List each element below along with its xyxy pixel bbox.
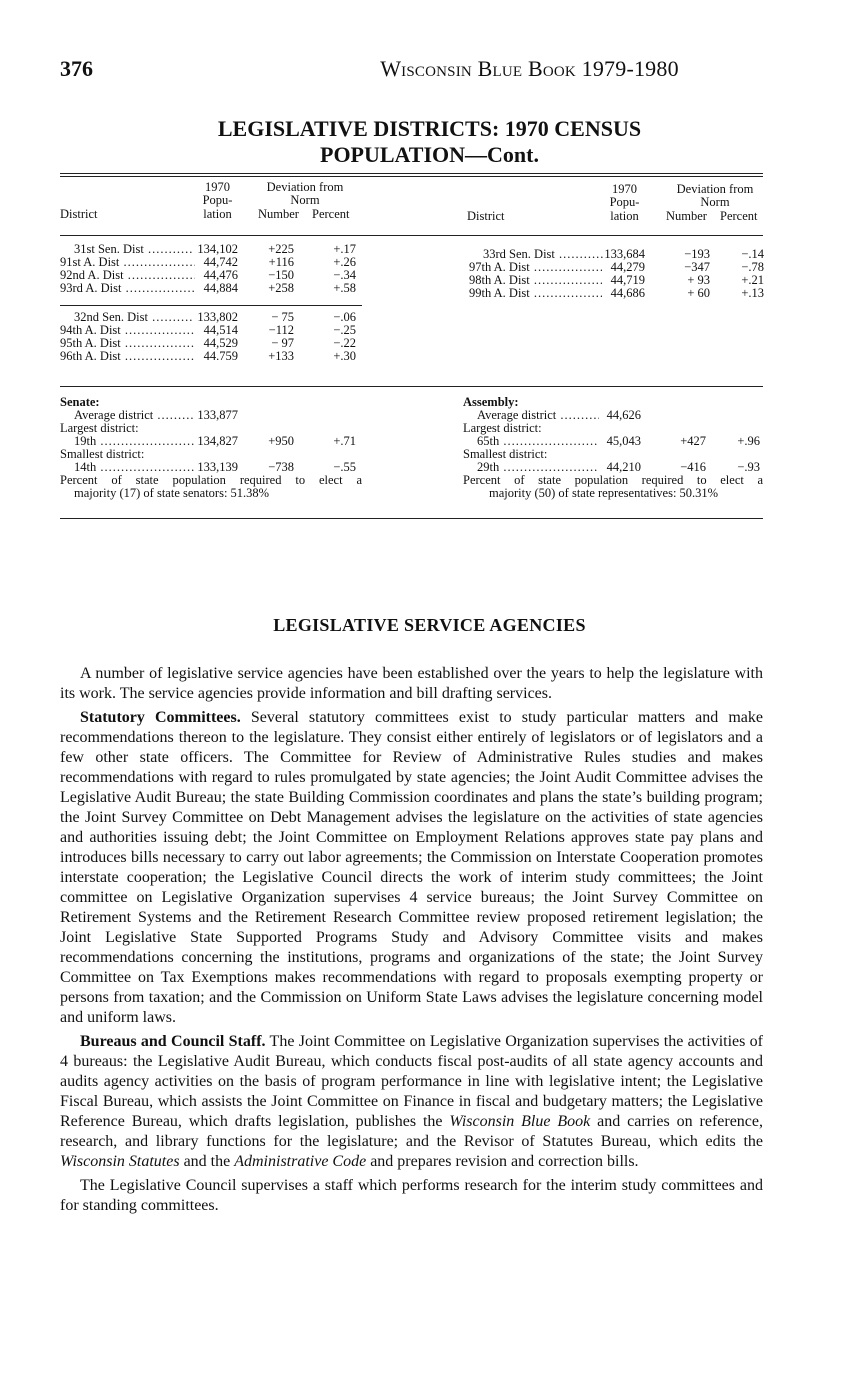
table-row-num: +225 [268, 242, 294, 256]
assembly-smallest-name: 29th ..... [477, 461, 599, 474]
running-title [0, 56, 859, 82]
senate-largest-num: +950 [268, 434, 294, 448]
table-title [0, 116, 859, 168]
hdr-number: Number [258, 207, 299, 221]
hdr-pop-l3-right: lation [610, 209, 639, 223]
assembly-smallest-pop: 44,210 [606, 460, 641, 474]
table-row-pct: +.30 [333, 349, 356, 363]
hdr-percent: Percent [312, 207, 350, 221]
senate-largest-label: Largest district: [60, 421, 139, 435]
paragraph-text: and the [179, 1153, 235, 1170]
table-top-rule [60, 173, 763, 174]
paragraph-text: The Joint Committee on Legislative Organization supervises the activities of 4 bureaus: the Legislative Audit Bureau, which conducts fiscal post-audits of all state agency accounts and audits agency activities on the basis of program performance in line with legislative intent; the Legislative Fiscal Bureau, which assists the Joint Committee on Finance in fiscal and budgetary matters; the Legislative Reference Bureau, which drafts legislation, publishes the [60, 1033, 763, 1130]
table-row-name: 98th A. Dist ..... [469, 274, 602, 287]
running-title-year: 1979-1980 [581, 56, 679, 81]
hdr-district: District [60, 207, 98, 221]
table-row-pct: −.78 [741, 260, 764, 274]
hdr-dev-l1: Deviation from [266, 180, 344, 194]
assembly-majority-l2: majority (50) of state representatives: 50.31% [489, 486, 719, 500]
hdr-pop-l2: Popu- [202, 193, 233, 207]
section-title: LEGISLATIVE SERVICE AGENCIES [273, 615, 586, 635]
hdr-pop-l2-right: Popu- [609, 195, 640, 209]
table-row-pop: 44,719 [610, 273, 645, 287]
table-bottom-rule [60, 518, 763, 519]
paragraph-text: Several statutory committees exist to study particular matters and make recommendations thereon to the legislature. They consist either entirely of legislators or of legislators and a few other state officers. The Committee for Review of Administrative Rules studies and makes recommendations with regard to rules promulgated by state agencies; the Joint Audit Committee advises the Legislative Audit Bureau; the state Building Commission coordinates and plans the state’s building program; the Joint Survey Committee on Debt Management advises the legislature on the activities of state agencies and authorities issuing debt; the Joint Committee on Employment Relations approves state pay plans and introduces bills necessary to carry out labor agreements; the Commission on Interstate Cooperation promotes interstate cooperation; the Legislative Council directs the work of interim study committees; the Joint committee on Legislative Organization supervises 4 service bureaus; the Joint Survey Committee on Retirement Systems and the Retirement Research Committee review proposed retirement legislation; the Joint Legislative State Supported Programs Study and Advisory Committee visits and makes recommendations concerning the institutions, programs and organizations of the state; the Joint Survey Committee on Tax Exemptions makes recommendations with regard to proposals exempting property or persons from taxation; and the Commission on Uniform State Laws advises the legislature concerning model and uniform laws. [60, 709, 764, 1026]
table-row-name: 92nd A. Dist ..... [60, 269, 195, 282]
hdr-dev-l1-right: Deviation from [676, 182, 754, 196]
assembly-heading: Assembly: [463, 395, 519, 409]
running-title-book: Wisconsin Blue Book [380, 56, 576, 81]
table-row-pop: 44,529 [203, 336, 238, 350]
senate-majority-l1: Percent of state population required to elect a [60, 473, 362, 487]
table-row-name: 95th A. Dist ..... [60, 337, 195, 350]
italic-title: Administrative Code [234, 1153, 367, 1170]
table-row-num: − 97 [271, 336, 294, 350]
hdr-percent-right: Percent [720, 209, 758, 223]
table-row-pop: 134,102 [197, 242, 238, 256]
table-row-num: +116 [268, 255, 294, 269]
table-row-pop: 133,802 [197, 310, 238, 324]
table-row-name: 97th A. Dist ..... [469, 261, 602, 274]
assembly-largest-num: +427 [680, 434, 706, 448]
hdr-pop-l1-right: 1970 [612, 182, 637, 196]
senate-smallest-pop: 133,139 [197, 460, 238, 474]
table-row-num: −347 [684, 260, 710, 274]
table-row-pop: 44,279 [610, 260, 645, 274]
hdr-pop-l1: 1970 [205, 180, 230, 194]
paragraph-council-staff: The Legislative Council supervises a staff which performs research for the interim study committees and for standing committees. [60, 1177, 763, 1214]
senate-largest-pop: 134,827 [197, 434, 238, 448]
table-row-name: 99th A. Dist ..... [469, 287, 602, 300]
assembly-avg-value: 44,626 [606, 408, 641, 422]
assembly-largest-pop: 45,043 [606, 434, 641, 448]
paragraph-bureaus [60, 1032, 763, 1172]
table-row-name: 31st Sen. Dist ..... [74, 243, 194, 256]
table-row-num: −193 [684, 247, 710, 261]
table-row-num: − 75 [271, 310, 294, 324]
table-row-pct: −.14 [741, 247, 764, 261]
table-row-num: +258 [268, 281, 294, 295]
paragraph-heading: Bureaus and Council Staff. [80, 1033, 266, 1050]
senate-avg-value: 133,877 [197, 408, 238, 422]
assembly-majority-l1: Percent of state population required to elect a [463, 473, 763, 487]
assembly-smallest-num: −416 [680, 460, 706, 474]
group-rule-left [60, 305, 362, 306]
senate-largest-name: 19th ..... [74, 435, 194, 448]
hdr-dev-l2-right: Norm [700, 195, 730, 209]
assembly-largest-label: Largest district: [463, 421, 542, 435]
senate-heading: Senate: [60, 395, 100, 409]
table-row-name: 33rd Sen. Dist ..... [483, 248, 603, 261]
paragraph-statutory-committees [60, 708, 763, 1028]
hdr-dev-l2: Norm [290, 193, 320, 207]
table-row-pct: −.22 [333, 336, 356, 350]
table-row-name: 96th A. Dist ..... [60, 350, 195, 363]
table-row-pct: +.58 [333, 281, 356, 295]
table-row-num: −112 [268, 323, 294, 337]
table-row-pop: 44.759 [203, 349, 238, 363]
hdr-district-right: District [467, 209, 505, 223]
table-row-pop: 44,686 [610, 286, 645, 300]
senate-smallest-label: Smallest district: [60, 447, 145, 461]
table-title-line2: POPULATION—Cont. [320, 142, 539, 167]
table-row-pct: +.26 [333, 255, 356, 269]
paragraph-text: and carries on reference, research, and library functions for the legislature; and the Revisor of Statutes Bureau, which edits the [60, 1113, 764, 1150]
senate-majority-l2: majority (17) of state senators: 51.38% [74, 486, 270, 500]
senate-smallest-pct: −.55 [333, 460, 356, 474]
senate-avg-label: Average district ..... [74, 409, 194, 422]
senate-largest-pct: +.71 [333, 434, 356, 448]
table-title-line1: LEGISLATIVE DISTRICTS: 1970 CENSUS [217, 116, 642, 141]
table-row-pop: 44,742 [203, 255, 238, 269]
table-row-pct: +.21 [741, 273, 764, 287]
table-row-num: + 93 [687, 273, 710, 287]
table-row-pop: 133,684 [604, 247, 645, 261]
page-number: 376 [60, 56, 93, 81]
assembly-largest-pct: +.96 [737, 434, 760, 448]
summary-rule [60, 386, 763, 387]
assembly-smallest-label: Smallest district: [463, 447, 548, 461]
italic-title: Wisconsin Statutes [60, 1153, 180, 1170]
table-row-num: +133 [268, 349, 294, 363]
table-row-pct: +.13 [741, 286, 764, 300]
table-row-name: 32nd Sen. Dist ..... [74, 311, 194, 324]
table-row-name: 94th A. Dist ..... [60, 324, 195, 337]
table-row-name: 91st A. Dist ..... [60, 256, 195, 269]
italic-title: Wisconsin Blue Book [449, 1113, 591, 1130]
assembly-largest-name: 65th ..... [477, 435, 599, 448]
senate-smallest-name: 14th ..... [74, 461, 194, 474]
table-row-num: + 60 [687, 286, 710, 300]
paragraph-text: and prepares revision and correction bills. [366, 1153, 639, 1170]
table-row-name: 93rd A. Dist ..... [60, 282, 195, 295]
hdr-pop-l3: lation [203, 207, 232, 221]
table-row-num: −150 [268, 268, 294, 282]
assembly-smallest-pct: −.93 [737, 460, 760, 474]
table-row-pop: 44,884 [203, 281, 238, 295]
section-body [60, 664, 763, 1220]
table-row-pct: −.25 [333, 323, 356, 337]
table-row-pct: +.17 [333, 242, 356, 256]
header-rule [60, 235, 763, 236]
table-row-pop: 44,476 [203, 268, 238, 282]
hdr-number-right: Number [666, 209, 707, 223]
table-row-pct: −.06 [333, 310, 356, 324]
paragraph-heading: Statutory Committees. [80, 709, 241, 726]
table-row-pct: −.34 [333, 268, 356, 282]
paragraph-intro: A number of legislative service agencies have been established over the years to help the legislature with its work. The service agencies provide information and bill drafting services. [60, 665, 763, 702]
table-row-pop: 44,514 [203, 323, 238, 337]
table-top-rule-2 [60, 176, 763, 177]
assembly-avg-label: Average district ..... [477, 409, 599, 422]
senate-smallest-num: −738 [268, 460, 294, 474]
